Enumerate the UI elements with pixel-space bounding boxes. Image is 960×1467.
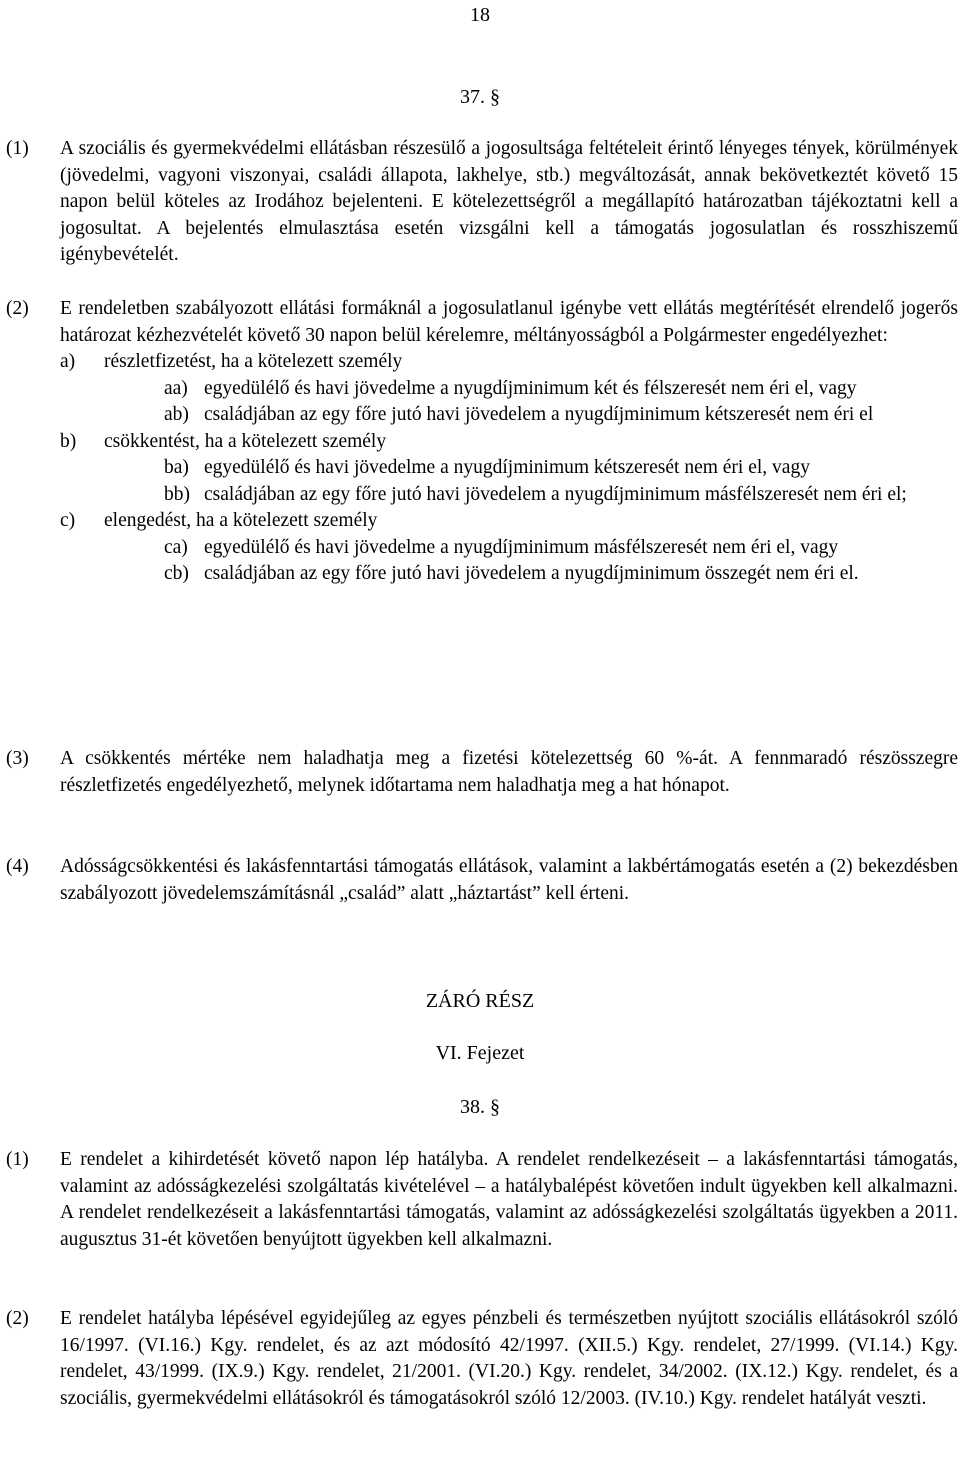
item-label: c) xyxy=(60,510,76,531)
section-37-paragraph-2 xyxy=(0,296,960,588)
paragraph-text: E rendelet a kihirdetését követő napon lép hatályba. A rendelet rendelkezéseit – a lakásfenntartási támogatás, valamint az adósságkezelési szolgáltatás kivételével – a hatálybalépést követően indult ügyekben kell alkalmazni. A rendelet rendelkezéseit a lakásfenntartási támogatás, valamint az adósságkezelési szolgáltatás ügyekben a 2011. augusztus 31-ét követően benyújtott ügyekben kell alkalmazni. xyxy=(60,1149,958,1250)
item-list xyxy=(46,349,958,588)
section-38-paragraph-1 xyxy=(0,1147,960,1253)
sub-item xyxy=(0,376,958,403)
sub-item-text: egyedülélő és havi jövedelme a nyugdíjminimum kétszeresét nem éri el, vagy xyxy=(204,457,810,478)
sub-item xyxy=(0,561,958,588)
sub-item xyxy=(0,455,958,482)
sub-item-label: cb) xyxy=(164,563,189,584)
paragraph-number: (2) xyxy=(6,1308,29,1329)
sub-item-text: családjában az egy főre jutó havi jövedelem a nyugdíjminimum összegét nem éri el. xyxy=(204,563,859,584)
section-37-paragraph-3 xyxy=(0,746,960,799)
sub-item-text: egyedülélő és havi jövedelme a nyugdíjminimum két és félszeresét nem éri el, vagy xyxy=(204,377,857,399)
chapter-title: VI. Fejezet xyxy=(435,1042,525,1064)
sub-item-text: családjában az egy főre jutó havi jövedelem a nyugdíjminimum kétszeresét nem éri el xyxy=(204,404,874,425)
sub-item-text: családjában az egy főre jutó havi jövedelem a nyugdíjminimum másfélszeresét nem éri el; xyxy=(204,483,907,505)
sub-item-text: egyedülélő és havi jövedelme a nyugdíjminimum másfélszeresét nem éri el, vagy xyxy=(204,536,839,558)
paragraph-text: A csökkentés mértéke nem haladhatja meg a fizetési kötelezettség 60 %-át. A fennmaradó részösszegre részletfizetés engedélyezhető, melynek időtartama nem haladhatja meg a hat hónapot. xyxy=(60,748,958,796)
list-item xyxy=(46,429,958,456)
item-text: elengedést, ha a kötelezett személy xyxy=(104,510,378,531)
section-37-paragraph-4 xyxy=(0,854,960,907)
paragraph-text: Adósságcsökkentési és lakásfenntartási támogatás ellátások, valamint a lakbértámogatás esetén a (2) bekezdésben szabályozott jövedelemszámításnál „család” alatt „háztartást” kell érteni. xyxy=(60,856,958,904)
section-38-paragraph-2 xyxy=(0,1306,960,1412)
section-38-title: 38. § xyxy=(460,1096,500,1118)
paragraph-text: E rendeletben szabályozott ellátási formáknál a jogosulatlanul igénybe vett ellátás megtérítését elrendelő jogerős határozat kézhezvételét követő 30 napon belül kérelemre, méltányosságból a Polgármester engedélyezhet: xyxy=(60,298,958,346)
sub-item xyxy=(0,482,958,509)
paragraph-number: (1) xyxy=(6,138,29,159)
sub-item-label: ba) xyxy=(164,457,189,478)
paragraph-number: (4) xyxy=(6,856,29,877)
sub-item-label: bb) xyxy=(164,483,190,505)
part-title: ZÁRÓ RÉSZ xyxy=(425,990,535,1012)
item-text: csökkentést, ha a kötelezett személy xyxy=(104,430,387,452)
item-text: részletfizetést, ha a kötelezett személy xyxy=(104,351,403,372)
paragraph-number: (2) xyxy=(6,298,29,319)
sub-item xyxy=(0,402,958,429)
list-item xyxy=(46,508,958,535)
sub-item xyxy=(0,535,958,562)
page-number: 18 xyxy=(470,4,490,26)
sub-item-label: ab) xyxy=(164,404,189,425)
sub-item-label: ca) xyxy=(164,536,188,558)
item-label: b) xyxy=(60,430,77,452)
paragraph-number: (1) xyxy=(6,1149,29,1170)
list-item xyxy=(46,349,958,376)
paragraph-text: A szociális és gyermekvédelmi ellátásban részesülő a jogosultsága feltételeit érintő lényeges tények, körülmények (jövedelmi, vagyoni viszonyai, családi állapota, lakhelye, stb.) megváltozását, annak bekövetkeztét követő 15 napon belül köteles az Irodához bejelenteni. E kötelezettségről a megállapító határozatban tájékoztatni kell a jogosultat. A bejelentés elmulasztása esetén vizsgálni kell a támogatás jogosulatlan és rosszhiszemű igénybevételét. xyxy=(60,138,958,265)
section-37-title: 37. § xyxy=(460,86,500,108)
paragraph-number: (3) xyxy=(6,748,29,769)
section-37-paragraph-1 xyxy=(0,136,960,269)
sub-item-label: aa) xyxy=(164,377,188,399)
paragraph-text: E rendelet hatályba lépésével egyidejűleg az egyes pénzbeli és természetben nyújtott szociális ellátásokról szóló 16/1997. (VI.16.) Kgy. rendelet, és az azt módosító 42/1997. (XII.5.) Kgy. rendelet, 27/1999. (VI.14.) Kgy. rendelet, 43/1999. (IX.9.) Kgy. rendelet, 21/2001. (VI.20.) Kgy. rendelet, 34/2002. (IX.12.) Kgy. rendelet, és a szociális, gyermekvédelmi ellátásokról és támogatásokról szóló 12/2003. (IV.10.) Kgy. rendelet hatályát veszti. xyxy=(60,1308,958,1409)
item-label: a) xyxy=(60,351,76,372)
